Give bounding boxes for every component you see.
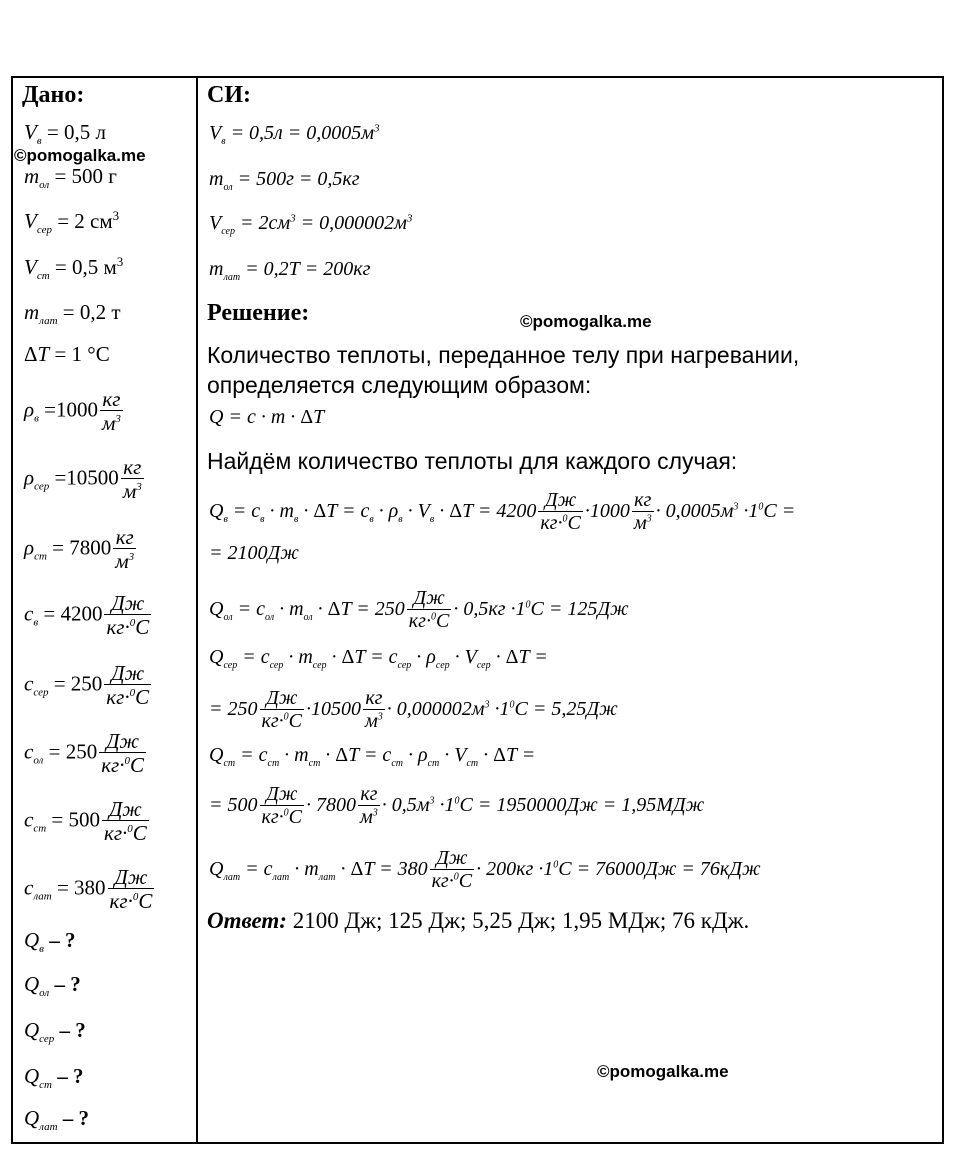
intro-text: определяется следующим образом:: [207, 372, 592, 398]
watermark: ©pomogalka.me: [597, 1062, 729, 1081]
si-title: СИ:: [207, 82, 251, 108]
unknown-item: $Q_в$ – ?: [24, 928, 76, 956]
si-line: $V_{сер} = 2см^3 = 0,000002м^3$: [209, 212, 413, 237]
given-item: $c_{ст} = 500$ $\frac{Дж}{кг\cdot^0C}$: [24, 797, 147, 846]
given-item: $c_{сер} = 250$ $\frac{Дж}{кг\cdot^0C}$: [24, 661, 150, 710]
given-item: $c_{лат} = 380$ $\frac{Дж}{кг\cdot^0C}$: [24, 865, 153, 914]
si-line: $m_{ол} = 500г = 0,5кг$: [209, 168, 360, 193]
given-item: $\rho_в =1000$ $\frac{кг}{м^3}$: [24, 387, 121, 436]
equation-oil: $Q_{ол} = c_{ол} \cdot m_{ол} \cdot \Delta T = 250$ $\frac{Дж}{кг\cdot^0C}$ · $0,5кг \cdot 1^0C = 125Дж$: [209, 587, 629, 632]
given-item: $\rho_{ст} = 7800$ $\frac{кг}{м^3}$: [24, 525, 135, 574]
si-line: $V_в = 0,5л = 0,0005м^3$: [209, 122, 380, 147]
unknown-item: $Q_{лат}$ – ?: [24, 1106, 90, 1134]
equation-silver-result: = 250 $\frac{Дж}{кг\cdot^0C}$ ·10500 $\frac{кг}{м^3}$ · $0,000002м^3 \cdot 1^0C = 5,25Дж$: [209, 687, 618, 732]
equation-silver: $Q_{сер} = c_{сер} \cdot m_{сер} \cdot \Delta T = c_{сер} \cdot \rho_{сер} \cdot V_{сер} \cdot \Delta T$ =: [209, 646, 548, 671]
find-text: Найдём количество теплоты для каждого случая:: [207, 448, 738, 474]
solution-title: Решение:: [207, 300, 310, 326]
answer-text: 2100 Дж; 125 Дж; 5,25 Дж; 1,95 МДж; 76 кДж.: [292, 908, 750, 933]
given-item: $V_{сер} = 2$ $см^3$: [24, 208, 120, 237]
watermark: ©pomogalka.me: [14, 146, 146, 165]
equation-water: $Q_в = c_в \cdot m_в \cdot \Delta T = c_в \cdot \rho_в \cdot V_в \cdot \Delta T = 4200$ $\frac{Дж}{кг\cdot^0C}$ ·1000 $\frac{кг}{м^3}$ · $0,0005м^3 \cdot 1^0C$ =: [209, 489, 796, 534]
given-title: Дано:: [22, 82, 85, 108]
given-item: $c_{ол} = 250$ $\frac{Дж}{кг\cdot^0C}$: [24, 729, 144, 778]
given-item: ΔT = 1 °C: [24, 342, 110, 366]
equation-steel: $Q_{ст} = c_{ст} \cdot m_{ст} \cdot \Delta T = c_{ст} \cdot \rho_{ст} \cdot V_{ст} \cdot \Delta T$ =: [209, 744, 536, 769]
given-item: $V_{ст} = 0,5$ $м^3$: [24, 254, 124, 283]
given-column: [14, 80, 194, 1140]
given-item: $V_в = 0,5$ л: [24, 120, 106, 148]
equation-steel-result: = 500 $\frac{Дж}{кг\cdot^0C}$ · 7800 $\frac{кг}{м^3}$ · $0,5м^3 \cdot 1^0C = 1950000Дж = 1,95МДж$: [209, 783, 705, 828]
given-item: $c_в = 4200$ $\frac{Дж}{кг\cdot^0C}$: [24, 591, 150, 640]
si-line: $m_{лат} = 0,2Т = 200кг$: [209, 258, 371, 283]
watermark: ©pomogalka.me: [520, 312, 652, 331]
unknown-item: $Q_{ол}$ – ?: [24, 972, 81, 1000]
equation-brass: $Q_{лат} = c_{лат} \cdot m_{лат} \cdot \Delta T = 380$ $\frac{Дж}{кг\cdot^0C}$ · $200кг \cdot 1^0C = 76000Дж = 76кДж$: [209, 847, 761, 892]
intro-text: Количество теплоты, переданное телу при нагревании,: [207, 342, 800, 368]
answer-label: Ответ:: [207, 908, 287, 933]
equation-water-result: = 2100Дж: [209, 542, 299, 564]
answer: [207, 908, 749, 934]
given-item: $m_{лат} = 0,2$ т: [24, 300, 121, 328]
unknown-item: $Q_{ст}$ – ?: [24, 1064, 84, 1092]
solution-column: [207, 80, 937, 1140]
column-divider: [196, 76, 198, 1144]
given-item: $m_{ол} = 500$ г: [24, 164, 117, 192]
unknown-item: $Q_{сер}$ – ?: [24, 1018, 86, 1046]
main-formula: Q = c · m · ΔT: [209, 406, 325, 428]
given-item: $\rho_{сер} =10500$ $\frac{кг}{м^3}$: [24, 455, 142, 504]
